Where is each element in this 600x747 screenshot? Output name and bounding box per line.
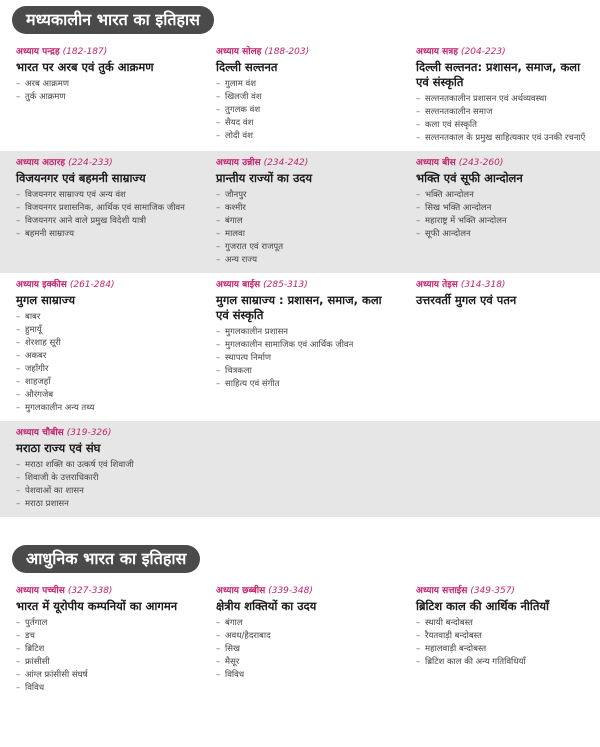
chapter-label: अध्याय सत्ताईस xyxy=(416,586,468,596)
topic-list xyxy=(16,78,190,104)
chapter-number xyxy=(216,585,390,598)
topic-item: – खिलजी वंश xyxy=(216,91,390,104)
chapter-block xyxy=(0,279,200,415)
topic-item: – पेशवाओं का शासन xyxy=(16,485,190,498)
topic-item: – विजयनगर साम्राज्य एवं अन्य वंश xyxy=(16,189,190,202)
topic-item: – सिख xyxy=(216,643,390,656)
topic-item: – महाराष्ट्र में भक्ति आन्दोलन xyxy=(416,215,590,228)
topic-item: – अवध/हैदराबाद xyxy=(216,630,390,643)
topic-item: – विजयनगर प्रशासनिक, आर्थिक एवं सामाजिक जीवन xyxy=(16,202,190,215)
chapter-pages: (349-357) xyxy=(470,586,515,596)
topic-item: – स्थायी बन्दोबस्त xyxy=(416,617,590,630)
topic-item: – अकबर xyxy=(16,350,190,363)
chapter-pages: (285-313) xyxy=(263,280,308,290)
topic-list xyxy=(216,617,390,682)
chapter-number xyxy=(16,279,190,292)
chapter-label: अध्याय सोलह xyxy=(216,47,262,57)
topic-item: – अन्य राज्य xyxy=(216,254,390,267)
chapter-row xyxy=(0,273,600,421)
chapter-pages: (339-348) xyxy=(268,586,313,596)
chapter-title: उत्तरवर्ती मुगल एवं पतन xyxy=(416,293,517,307)
topic-item: – बहमनी साम्राज्य xyxy=(16,228,190,241)
chapter-label: अध्याय पन्द्रह xyxy=(16,47,60,57)
chapter-row xyxy=(0,151,600,273)
topic-item: – बंगाल xyxy=(216,215,390,228)
topic-list xyxy=(416,93,590,145)
topic-item: – शाहजहाँ xyxy=(16,376,190,389)
topic-item: – स्थापत्य निर्माण xyxy=(216,352,390,365)
chapter-block xyxy=(400,585,600,695)
chapter-number xyxy=(416,46,590,59)
topic-item: – शिवाजी के उत्तराधिकारी xyxy=(16,472,190,485)
topic-item: – सूफी आन्दोलन xyxy=(416,228,590,241)
topic-item: – आंग्ल फ्रांसीसी संघर्ष xyxy=(16,669,190,682)
chapter-label: अध्याय बाईस xyxy=(216,280,261,290)
topic-item: – लोदी वंश xyxy=(216,130,390,143)
chapter-number xyxy=(416,279,590,292)
chapter-number xyxy=(16,585,190,598)
topic-item: – मालवा xyxy=(216,228,390,241)
chapter-number xyxy=(16,427,190,440)
topic-item: – कश्मीर xyxy=(216,202,390,215)
topic-item: – जौनपुर xyxy=(216,189,390,202)
chapter-row xyxy=(0,421,600,517)
chapter-block xyxy=(0,427,200,511)
chapter-number xyxy=(16,157,190,170)
chapter-pages: (243-260) xyxy=(458,158,504,168)
chapter-block xyxy=(0,585,200,695)
topic-list xyxy=(216,78,390,143)
topic-item: – विविध xyxy=(16,682,190,695)
chapter-label: अध्याय उन्नीस xyxy=(216,158,261,168)
topic-item: – गुजरात एवं राजपूत xyxy=(216,241,390,254)
topic-item: – तुगलक वंश xyxy=(216,104,390,117)
chapter-block xyxy=(200,585,400,695)
topic-item: – अरब आक्रमण xyxy=(16,78,190,91)
topic-item: – भक्ति आन्दोलन xyxy=(416,189,590,202)
medieval-section-header xyxy=(0,0,600,40)
chapter-title: भक्ति एवं सूफी आन्दोलन xyxy=(416,171,523,185)
chapter-label: अध्याय पच्चीस xyxy=(16,586,65,596)
topic-item: – मुगलकालीन सामाजिक एवं आर्थिक जीवन xyxy=(216,339,390,352)
topic-item: – विजयनगर आने वाले प्रमुख विदेशी यात्री xyxy=(16,215,190,228)
topic-list xyxy=(416,189,590,241)
topic-list xyxy=(16,459,190,511)
topic-item: – महालवाड़ी बन्दोबस्त xyxy=(416,643,590,656)
chapter-number xyxy=(16,46,190,59)
topic-item: – सल्तनतकालीन समाज xyxy=(416,106,590,119)
modern-section xyxy=(0,539,600,701)
topic-item: – मैसूर xyxy=(216,656,390,669)
topic-list xyxy=(416,617,590,669)
topic-item: – रैयतवाड़ी बन्दोबस्त xyxy=(416,630,590,643)
chapter-title: मुगल साम्राज्य xyxy=(16,293,76,307)
chapter-label: अध्याय इक्कीस xyxy=(16,280,67,290)
chapter-label: अध्याय चौबीस xyxy=(16,428,64,438)
chapter-number xyxy=(416,157,590,170)
chapter-title: मुगल साम्राज्य : प्रशासन, समाज, कला एवं संस्कृति xyxy=(216,293,382,322)
chapter-block xyxy=(200,279,400,415)
topic-item: – शेरशाह सूरी xyxy=(16,337,190,350)
chapter-label: अध्याय सत्रह xyxy=(416,47,458,57)
chapter-title: मराठा राज्य एवं संघ xyxy=(16,441,101,455)
topic-item: – सैयद वंश xyxy=(216,117,390,130)
topic-item: – कला एवं संस्कृति xyxy=(416,119,590,132)
chapter-number xyxy=(416,585,590,598)
chapter-pages: (314-318) xyxy=(460,280,506,290)
chapter-block xyxy=(0,157,200,267)
chapter-title: प्रान्तीय राज्यों का उदय xyxy=(216,171,313,185)
chapter-block xyxy=(0,46,200,145)
chapter-label: अध्याय अठारह xyxy=(16,158,66,168)
topic-item: – डच xyxy=(16,630,190,643)
chapter-pages: (204-223) xyxy=(461,47,506,57)
chapter-pages: (188-203) xyxy=(264,47,310,57)
topic-item: – गुलाम वंश xyxy=(216,78,390,91)
topic-item: – बंगाल xyxy=(216,617,390,630)
chapter-pages: (261-284) xyxy=(69,280,115,290)
topic-item: – ब्रिटिश xyxy=(16,643,190,656)
chapter-title: ब्रिटिश काल की आर्थिक नीतियाँ xyxy=(416,599,550,613)
chapter-label: अध्याय छब्बीस xyxy=(216,586,266,596)
topic-item: – मराठा प्रशासन xyxy=(16,498,190,511)
chapter-title: क्षेत्रीय शक्तियों का उदय xyxy=(216,599,317,613)
topic-item: – सिख भक्ति आन्दोलन xyxy=(416,202,590,215)
topic-list xyxy=(216,326,390,391)
topic-item: – तुर्क आक्रमण xyxy=(16,91,190,104)
topic-item: – औरंगजेब xyxy=(16,389,190,402)
chapter-block xyxy=(400,157,600,267)
topic-item: – मुगलकालीन अन्य तथ्य xyxy=(16,402,190,415)
chapter-number xyxy=(216,157,390,170)
chapter-title: विजयनगर एवं बहमनी साम्राज्य xyxy=(16,171,146,185)
topic-item: – चित्रकला xyxy=(216,365,390,378)
topic-list xyxy=(16,189,190,241)
topic-item: – मराठा शक्ति का उत्कर्ष एवं शिवाजी xyxy=(16,459,190,472)
chapter-label: अध्याय तेइस xyxy=(416,280,458,290)
topic-item: – जहाँगीर xyxy=(16,363,190,376)
topic-item: – बाबर xyxy=(16,311,190,324)
topic-item: – साहित्य एवं संगीत xyxy=(216,378,390,391)
chapter-row xyxy=(0,40,600,151)
chapter-pages: (319-326) xyxy=(66,428,112,438)
topic-item: – सल्तनतकाल के प्रमुख साहित्यकार एवं उनकी रचनाएँ xyxy=(416,132,590,145)
topic-list xyxy=(216,189,390,267)
topic-item: – विविध xyxy=(216,669,390,682)
topic-item: – ब्रिटिश काल की अन्य गतिविधियाँ xyxy=(416,656,590,669)
chapter-label: अध्याय बीस xyxy=(416,158,456,168)
chapter-block xyxy=(200,157,400,267)
chapter-block xyxy=(200,46,400,145)
section-heading: मध्यकालीन भारत का इतिहास xyxy=(12,6,214,34)
chapter-pages: (224-233) xyxy=(68,158,113,168)
modern-section-header xyxy=(0,539,600,579)
topic-list xyxy=(16,617,190,695)
topic-item: – फ्रांसीसी xyxy=(16,656,190,669)
chapter-pages: (327-338) xyxy=(67,586,113,596)
topic-item: – सल्तनतकालीन प्रशासन एवं अर्थव्यवस्था xyxy=(416,93,590,106)
chapter-pages: (182-187) xyxy=(62,47,108,57)
chapter-number xyxy=(216,279,390,292)
topic-item: – पुर्तगाल xyxy=(16,617,190,630)
chapter-title: दिल्ली सल्तनत xyxy=(216,60,278,74)
chapter-title: दिल्ली सल्तनत: प्रशासन, समाज, कला एवं संस्कृति xyxy=(416,60,581,89)
topic-item: – हुमायूँ xyxy=(16,324,190,337)
section-heading: आधुनिक भारत का इतिहास xyxy=(12,545,200,573)
topic-list xyxy=(16,311,190,415)
chapter-title: भारत में यूरोपीय कम्पनियों का आगमन xyxy=(16,599,178,613)
chapter-block xyxy=(400,279,600,415)
chapter-title: भारत पर अरब एवं तुर्क आक्रमण xyxy=(16,60,154,74)
chapter-pages: (234-242) xyxy=(263,158,309,168)
chapter-number xyxy=(216,46,390,59)
topic-item: – मुगलकालीन प्रशासन xyxy=(216,326,390,339)
chapter-block xyxy=(400,46,600,145)
chapter-row xyxy=(0,579,600,701)
